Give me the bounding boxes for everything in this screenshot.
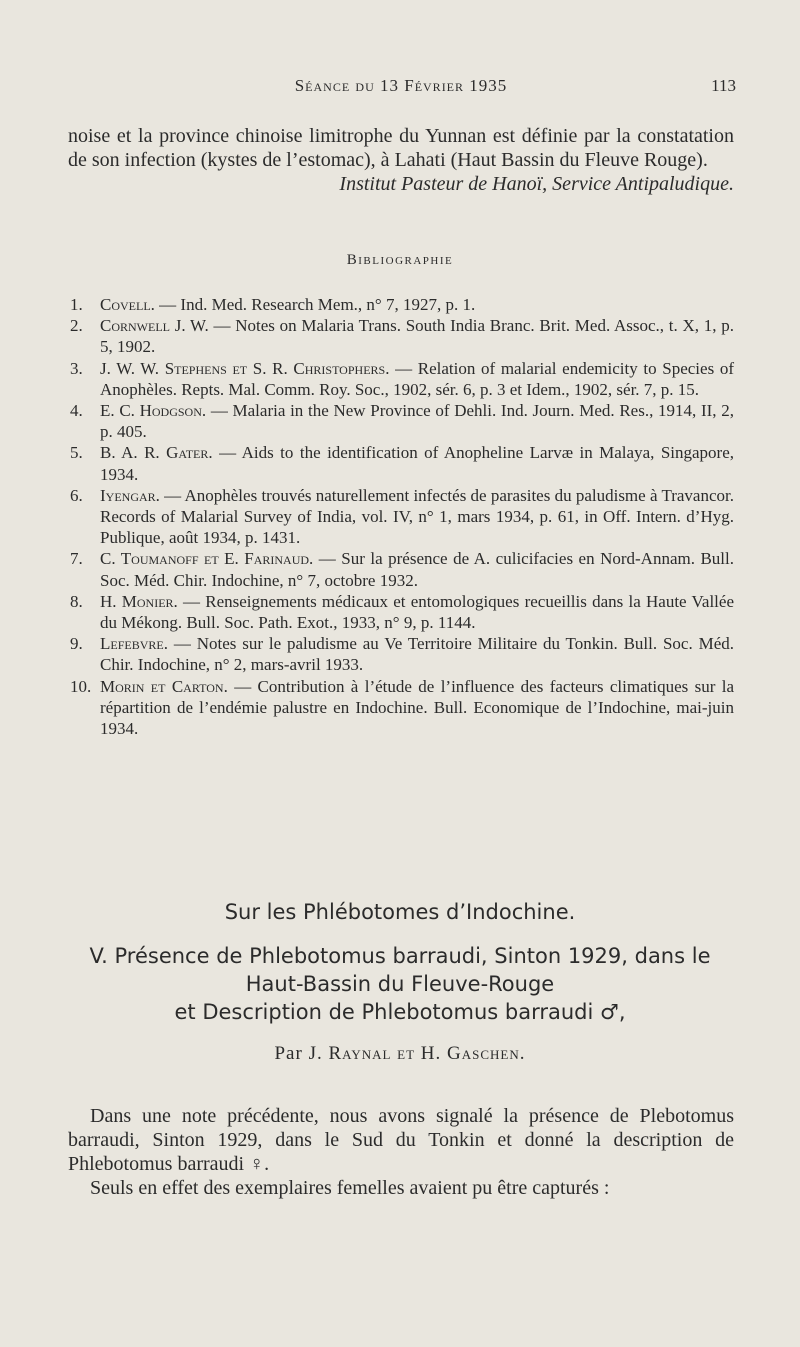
reference-text: — Notes on Malaria Trans. South India Branc. Brit. Med. Assoc., t. X, 1, p. 5, 1902. — [100, 316, 734, 357]
byline-authors: J. Raynal et H. Gaschen. — [308, 1043, 526, 1064]
subtitle-line: V. Présence de Phlebotomus barraudi, Sinton 1929, dans le — [89, 944, 711, 968]
reference-text: — Ind. Med. Research Mem., n° 7, 1927, p. 1. — [154, 295, 476, 314]
affiliation: Institut Pasteur de Hanoï, Service Antipaludique. — [339, 173, 734, 195]
reference-number: 4. — [70, 401, 83, 421]
reference-text: — Contribution à l’étude de l’influence des facteurs climatiques sur la répartition de l’endémie palustre en Indochine. Bull. Economique de l’Indochine, mai-juin 1934. — [100, 676, 735, 739]
reference-item — [70, 294, 734, 315]
reference-text: — Renseignements médicaux et entomologiques recueillis dans la Haute Vallée du Mékong. Bull. Soc. Path. Exot., 1933, n° 9, p. 1144. — [100, 591, 734, 633]
page-header — [66, 76, 736, 102]
body-paragraph: Dans une note précédente, nous avons signalé la présence de Plebotomus barraudi, Sinton 1929, dans le Sud du Tonkin et donné la description de Phlebotomus barraudi ♀. — [68, 1105, 734, 1175]
article-subtitle — [0, 942, 800, 1026]
bibliography-heading: Bibliographie — [346, 252, 454, 268]
reference-author: J. W. W. Stephens et S. R. Christophers. — [100, 358, 390, 378]
reference-number: 5. — [70, 443, 83, 463]
reference-item — [70, 400, 734, 442]
article-title: Sur les Phlébotomes d’Indochine. — [224, 900, 576, 924]
reference-author: C. Toumanoff et E. Farinaud. — [100, 549, 314, 569]
reference-item — [70, 315, 734, 357]
running-head: Séance du 13 Février 1935 — [294, 76, 508, 95]
reference-number: 10. — [70, 676, 92, 696]
reference-item — [70, 633, 734, 675]
reference-number: 9. — [70, 634, 83, 654]
reference-item — [70, 442, 734, 484]
reference-author: Covell. — [100, 295, 155, 314]
reference-author: Iyengar. — [100, 485, 160, 505]
reference-number: 8. — [70, 591, 83, 611]
reference-text: — Malaria in the New Province of Dehli. Ind. Journ. Med. Res., 1914, II, 2, p. 405. — [100, 401, 734, 442]
reference-number: 6. — [70, 485, 83, 505]
intro-section — [68, 124, 734, 196]
bibliography-list — [70, 294, 734, 739]
reference-text: — Aids to the identification of Anopheline Larvæ in Malaya, Singapore, 1934. — [100, 443, 735, 484]
page-number: 113 — [711, 76, 736, 95]
subtitle-line: et Description de Phlebotomus barraudi ♂, — [174, 1000, 626, 1024]
reference-item — [70, 591, 734, 633]
subtitle-line: Haut-Bassin du Fleuve-Rouge — [245, 972, 555, 996]
reference-text: — Notes sur le paludisme au Ve Territoire Militaire du Tonkin. Bull. Soc. Méd. Chir. Indochine, n° 2, mars-avril 1933. — [100, 634, 734, 675]
reference-item — [70, 548, 734, 590]
reference-author: H. Monier. — [100, 591, 178, 611]
byline — [0, 1043, 800, 1065]
reference-number: 7. — [70, 549, 83, 569]
byline-prefix: Par — [274, 1043, 303, 1064]
reference-author: Morin et Carton. — [100, 676, 228, 696]
article-body — [68, 1104, 734, 1200]
reference-author: B. A. R. Gater. — [100, 443, 213, 463]
reference-number: 3. — [70, 358, 83, 378]
reference-number: 2. — [70, 316, 83, 336]
reference-item — [70, 485, 734, 549]
body-paragraph: Seuls en effet des exemplaires femelles avaient pu être capturés : — [90, 1177, 610, 1199]
reference-text: — Anophèles trouvés naturellement infectés de parasites du paludisme à Travancor. Records of Malarial Survey of India, vol. IV, n° 1, mars 1934, p. 61, in Off. Intern. d’Hyg. Publique, août 1934, p. 1431. — [100, 485, 734, 548]
reference-author: E. C. Hodgson. — [100, 401, 207, 421]
reference-author: Cornwell J. W. — [100, 316, 209, 336]
reference-number: 1. — [70, 295, 83, 314]
reference-item — [70, 676, 734, 740]
reference-text: — Relation of malarial endemicity to Species of Anophèles. Repts. Mal. Comm. Roy. Soc., 1902, sér. 6, p. 3 et Idem., 1902, sér. 7, p. 15. — [100, 358, 734, 399]
reference-text: — Sur la présence de A. culicifacies en Nord-Annam. Bull. Soc. Méd. Chir. Indochine, n° 7, octobre 1932. — [100, 549, 735, 590]
intro-paragraph: noise et la province chinoise limitrophe du Yunnan est définie par la constatation de son infection (kystes de l’estomac), à Lahati (Haut Bassin du Fleuve Rouge). — [68, 125, 734, 171]
reference-item — [70, 358, 734, 400]
reference-author: Lefebvre. — [100, 634, 168, 654]
